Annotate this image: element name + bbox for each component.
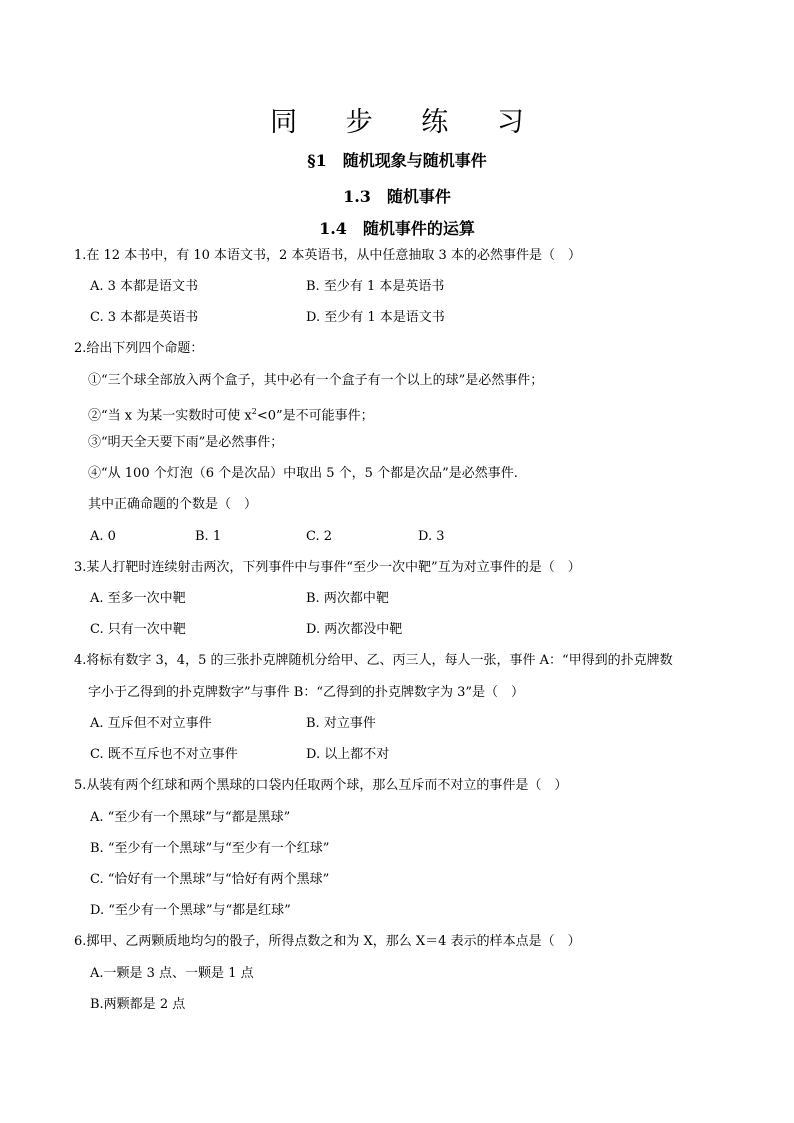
question-6-option-a: A.一颗是 3 点、一颗是 1 点 <box>90 966 254 981</box>
question-2-ask: 其中正确命题的个数是（ ） <box>88 497 258 512</box>
question-2-option-b: B. 1 <box>195 529 222 544</box>
subsection-heading-1-4: 1.4 随机事件的运算 <box>319 219 475 238</box>
question-2-proposition-2 <box>88 404 374 424</box>
proposition-2-text-pre: ②“当 x 为某一实数时可使 x <box>88 408 252 424</box>
question-4-stem-line-2: 字小于乙得到的扑克牌数字”与事件 B：“乙得到的扑克牌数字为 3”是（ ） <box>88 685 525 700</box>
question-3-stem: 3.某人打靶时连续射击两次，下列事件中与事件“至少一次中靶”互为对立事件的是（ ） <box>74 560 581 575</box>
page-title: 同 步 练 习 <box>270 107 544 138</box>
subsection-heading-1-3: 1.3 随机事件 <box>343 187 451 206</box>
question-5-option-a: A. “至少有一个黑球”与“都是黑球” <box>90 810 291 825</box>
section-heading: §1 随机现象与随机事件 <box>307 151 487 170</box>
question-2-stem: 2.给出下列四个命题： <box>74 341 204 356</box>
proposition-2-exponent: 2 <box>251 407 257 416</box>
question-3-option-c: C. 只有一次中靶 <box>90 622 186 637</box>
question-1-option-a: A. 3 本都是语文书 <box>90 279 199 294</box>
question-2-proposition-1: ①“三个球全部放入两个盒子，其中必有一个盒子有一个以上的球”是必然事件； <box>88 373 544 388</box>
question-3-option-b: B. 两次都中靶 <box>306 591 389 606</box>
question-1-stem: 1.在 12 本书中，有 10 本语文书，2 本英语书，从中任意抽取 3 本的必然事件是（ ） <box>74 248 581 263</box>
question-4-option-c: C. 既不互斥也不对立事件 <box>90 747 238 762</box>
proposition-2-text-post: <0”是不可能事件； <box>256 408 374 424</box>
question-4-option-b: B. 对立事件 <box>306 716 376 731</box>
question-1-option-d: D. 至少有 1 本是语文书 <box>306 310 445 325</box>
question-4-stem-line-1: 4.将标有数字 3，4，5 的三张扑克牌随机分给甲、乙、丙三人，每人一张，事件 A：“甲得到的扑克牌数 <box>74 653 673 668</box>
question-2-proposition-4: ④“从 100 个灯泡（6 个是次品）中取出 5 个，5 个都是次品”是必然事件. <box>88 466 518 481</box>
question-5-option-b: B. “至少有一个黑球”与“至少有一个红球” <box>90 841 330 856</box>
question-6-option-b: B.两颗都是 2 点 <box>90 997 186 1012</box>
question-4-option-d: D. 以上都不对 <box>306 747 390 762</box>
question-3-option-a: A. 至多一次中靶 <box>90 591 186 606</box>
question-2-option-d: D. 3 <box>418 529 445 544</box>
question-1-option-c: C. 3 本都是英语书 <box>90 310 199 325</box>
question-5-stem: 5.从装有两个红球和两个黑球的口袋内任取两个球，那么互斥而不对立的事件是（ ） <box>74 778 568 793</box>
question-2-option-a: A. 0 <box>90 529 116 544</box>
question-6-stem: 6.掷甲、乙两颗质地均匀的骰子，所得点数之和为 X，那么 X＝4 表示的样本点是（ ） <box>74 934 581 949</box>
question-3-option-d: D. 两次都没中靶 <box>306 622 403 637</box>
question-2-proposition-3: ③“明天全天要下雨”是必然事件； <box>88 435 284 450</box>
question-5-option-d: D. “至少有一个黑球”与“都是红球” <box>90 903 291 918</box>
question-5-option-c: C. “恰好有一个黑球”与“恰好有两个黑球” <box>90 872 330 887</box>
question-4-option-a: A. 互斥但不对立事件 <box>90 716 212 731</box>
question-2-option-c: C. 2 <box>306 529 333 544</box>
question-1-option-b: B. 至少有 1 本是英语书 <box>306 279 445 294</box>
